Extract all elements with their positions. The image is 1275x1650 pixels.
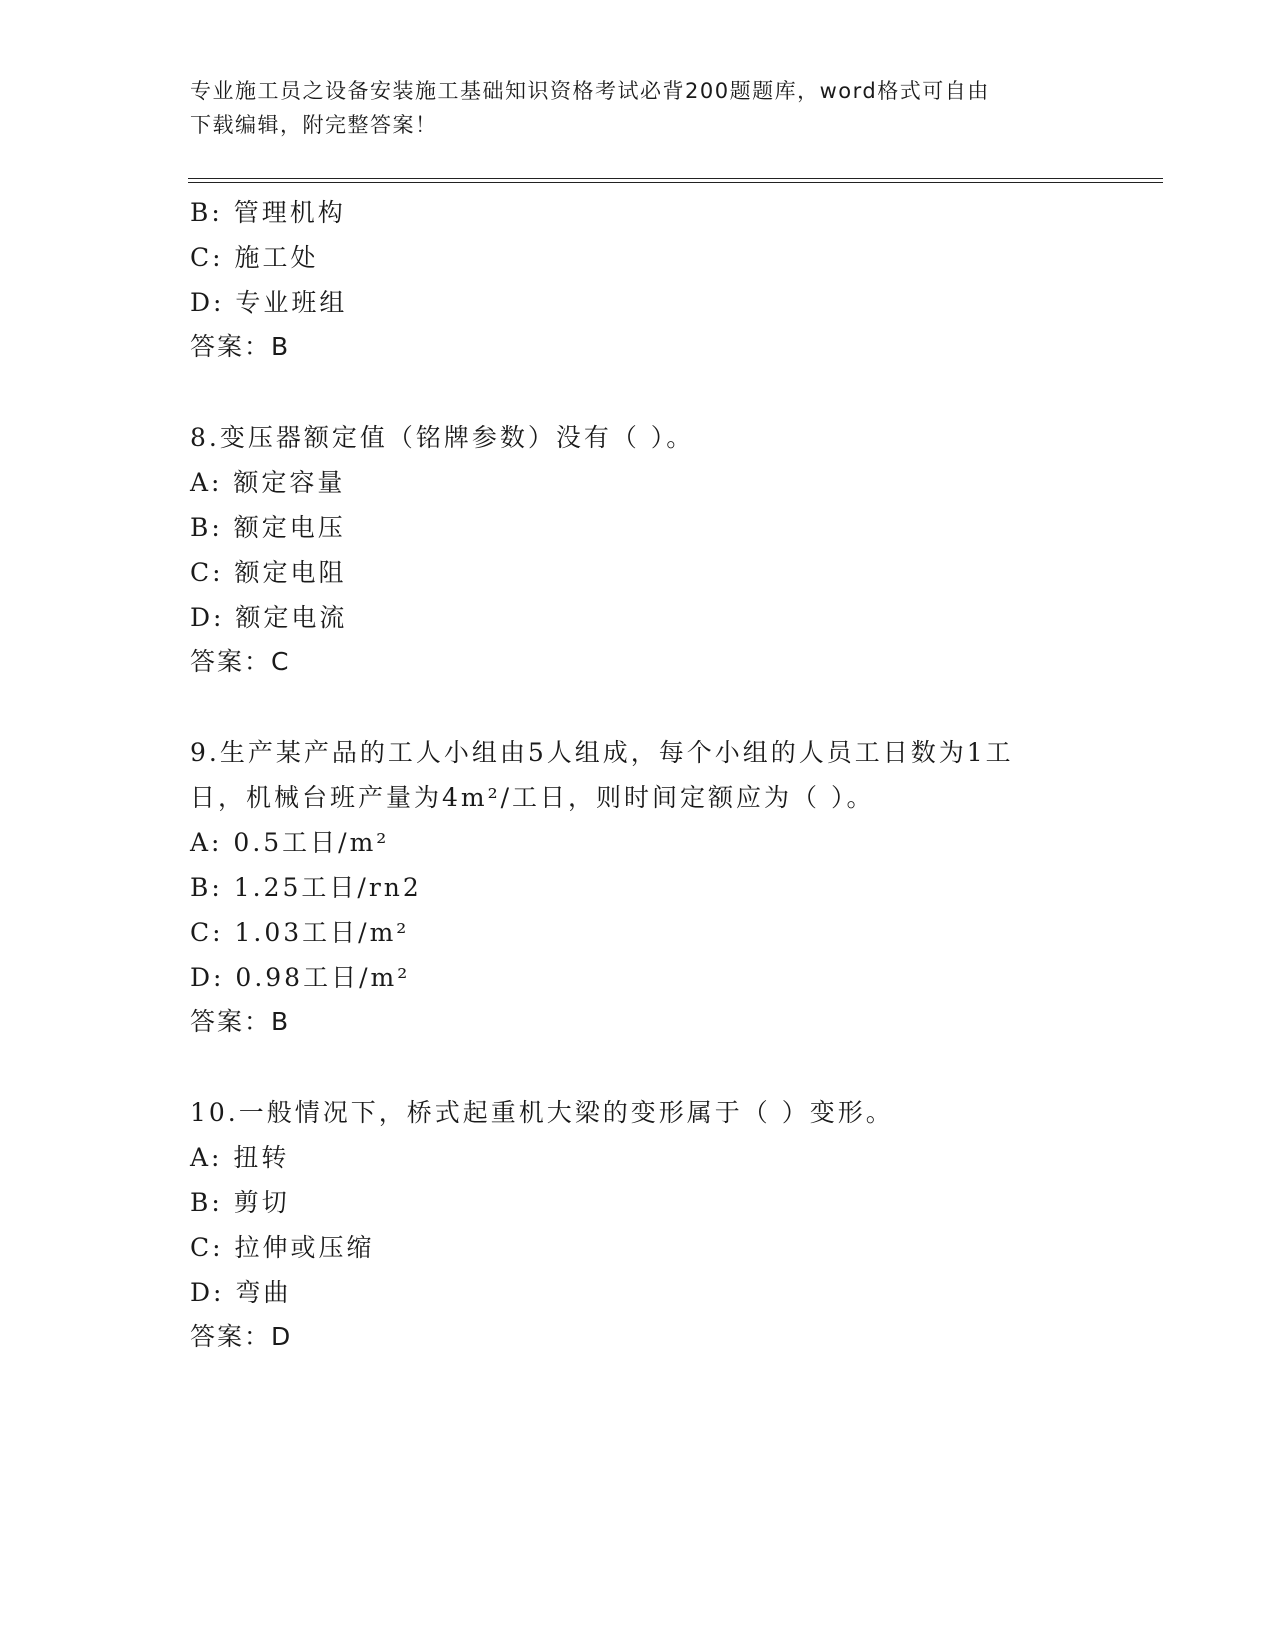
option-d: D: 0.98工日/m² — [190, 963, 411, 992]
answer-line: 答案：D — [190, 1322, 293, 1351]
answer-line: 答案：C — [190, 647, 291, 676]
option-c: C: 1.03工日/m² — [190, 918, 410, 947]
option-d: D: 专业班组 — [190, 288, 348, 317]
question-9-stem-line-1: 9.生产某产品的工人小组由5人组成，每个小组的人员工日数为1工 — [190, 738, 1014, 767]
option-a: A: 额定容量 — [190, 468, 346, 497]
option-b: B: 额定电压 — [190, 513, 346, 542]
option-c: C: 施工处 — [190, 243, 319, 272]
header-divider — [188, 178, 1163, 183]
document-header — [190, 74, 1090, 142]
option-d: D: 额定电流 — [190, 603, 348, 632]
option-b: B: 管理机构 — [190, 198, 346, 227]
header-line-1: 专业施工员之设备安装施工基础知识资格考试必背200题题库，word格式可自由 — [190, 79, 990, 103]
question-8-stem: 8.变压器额定值（铭牌参数）没有（ ）。 — [190, 423, 695, 452]
option-a: A: 扭转 — [190, 1143, 290, 1172]
option-a: A: 0.5工日/m² — [190, 828, 390, 857]
answer-line: 答案：B — [190, 332, 291, 361]
option-d: D: 弯曲 — [190, 1278, 292, 1307]
question-10-stem: 10.一般情况下，桥式起重机大梁的变形属于（ ）变形。 — [190, 1098, 894, 1127]
option-b: B: 1.25工日/rn2 — [190, 873, 422, 902]
option-c: C: 拉伸或压缩 — [190, 1233, 375, 1262]
option-c: C: 额定电阻 — [190, 558, 347, 587]
question-9-stem-line-2: 日，机械台班产量为4m²/工日，则时间定额应为（ ）。 — [190, 783, 875, 812]
answer-line: 答案：B — [190, 1007, 291, 1036]
option-b: B: 剪切 — [190, 1188, 290, 1217]
header-line-2: 下载编辑，附完整答案！ — [190, 113, 438, 137]
